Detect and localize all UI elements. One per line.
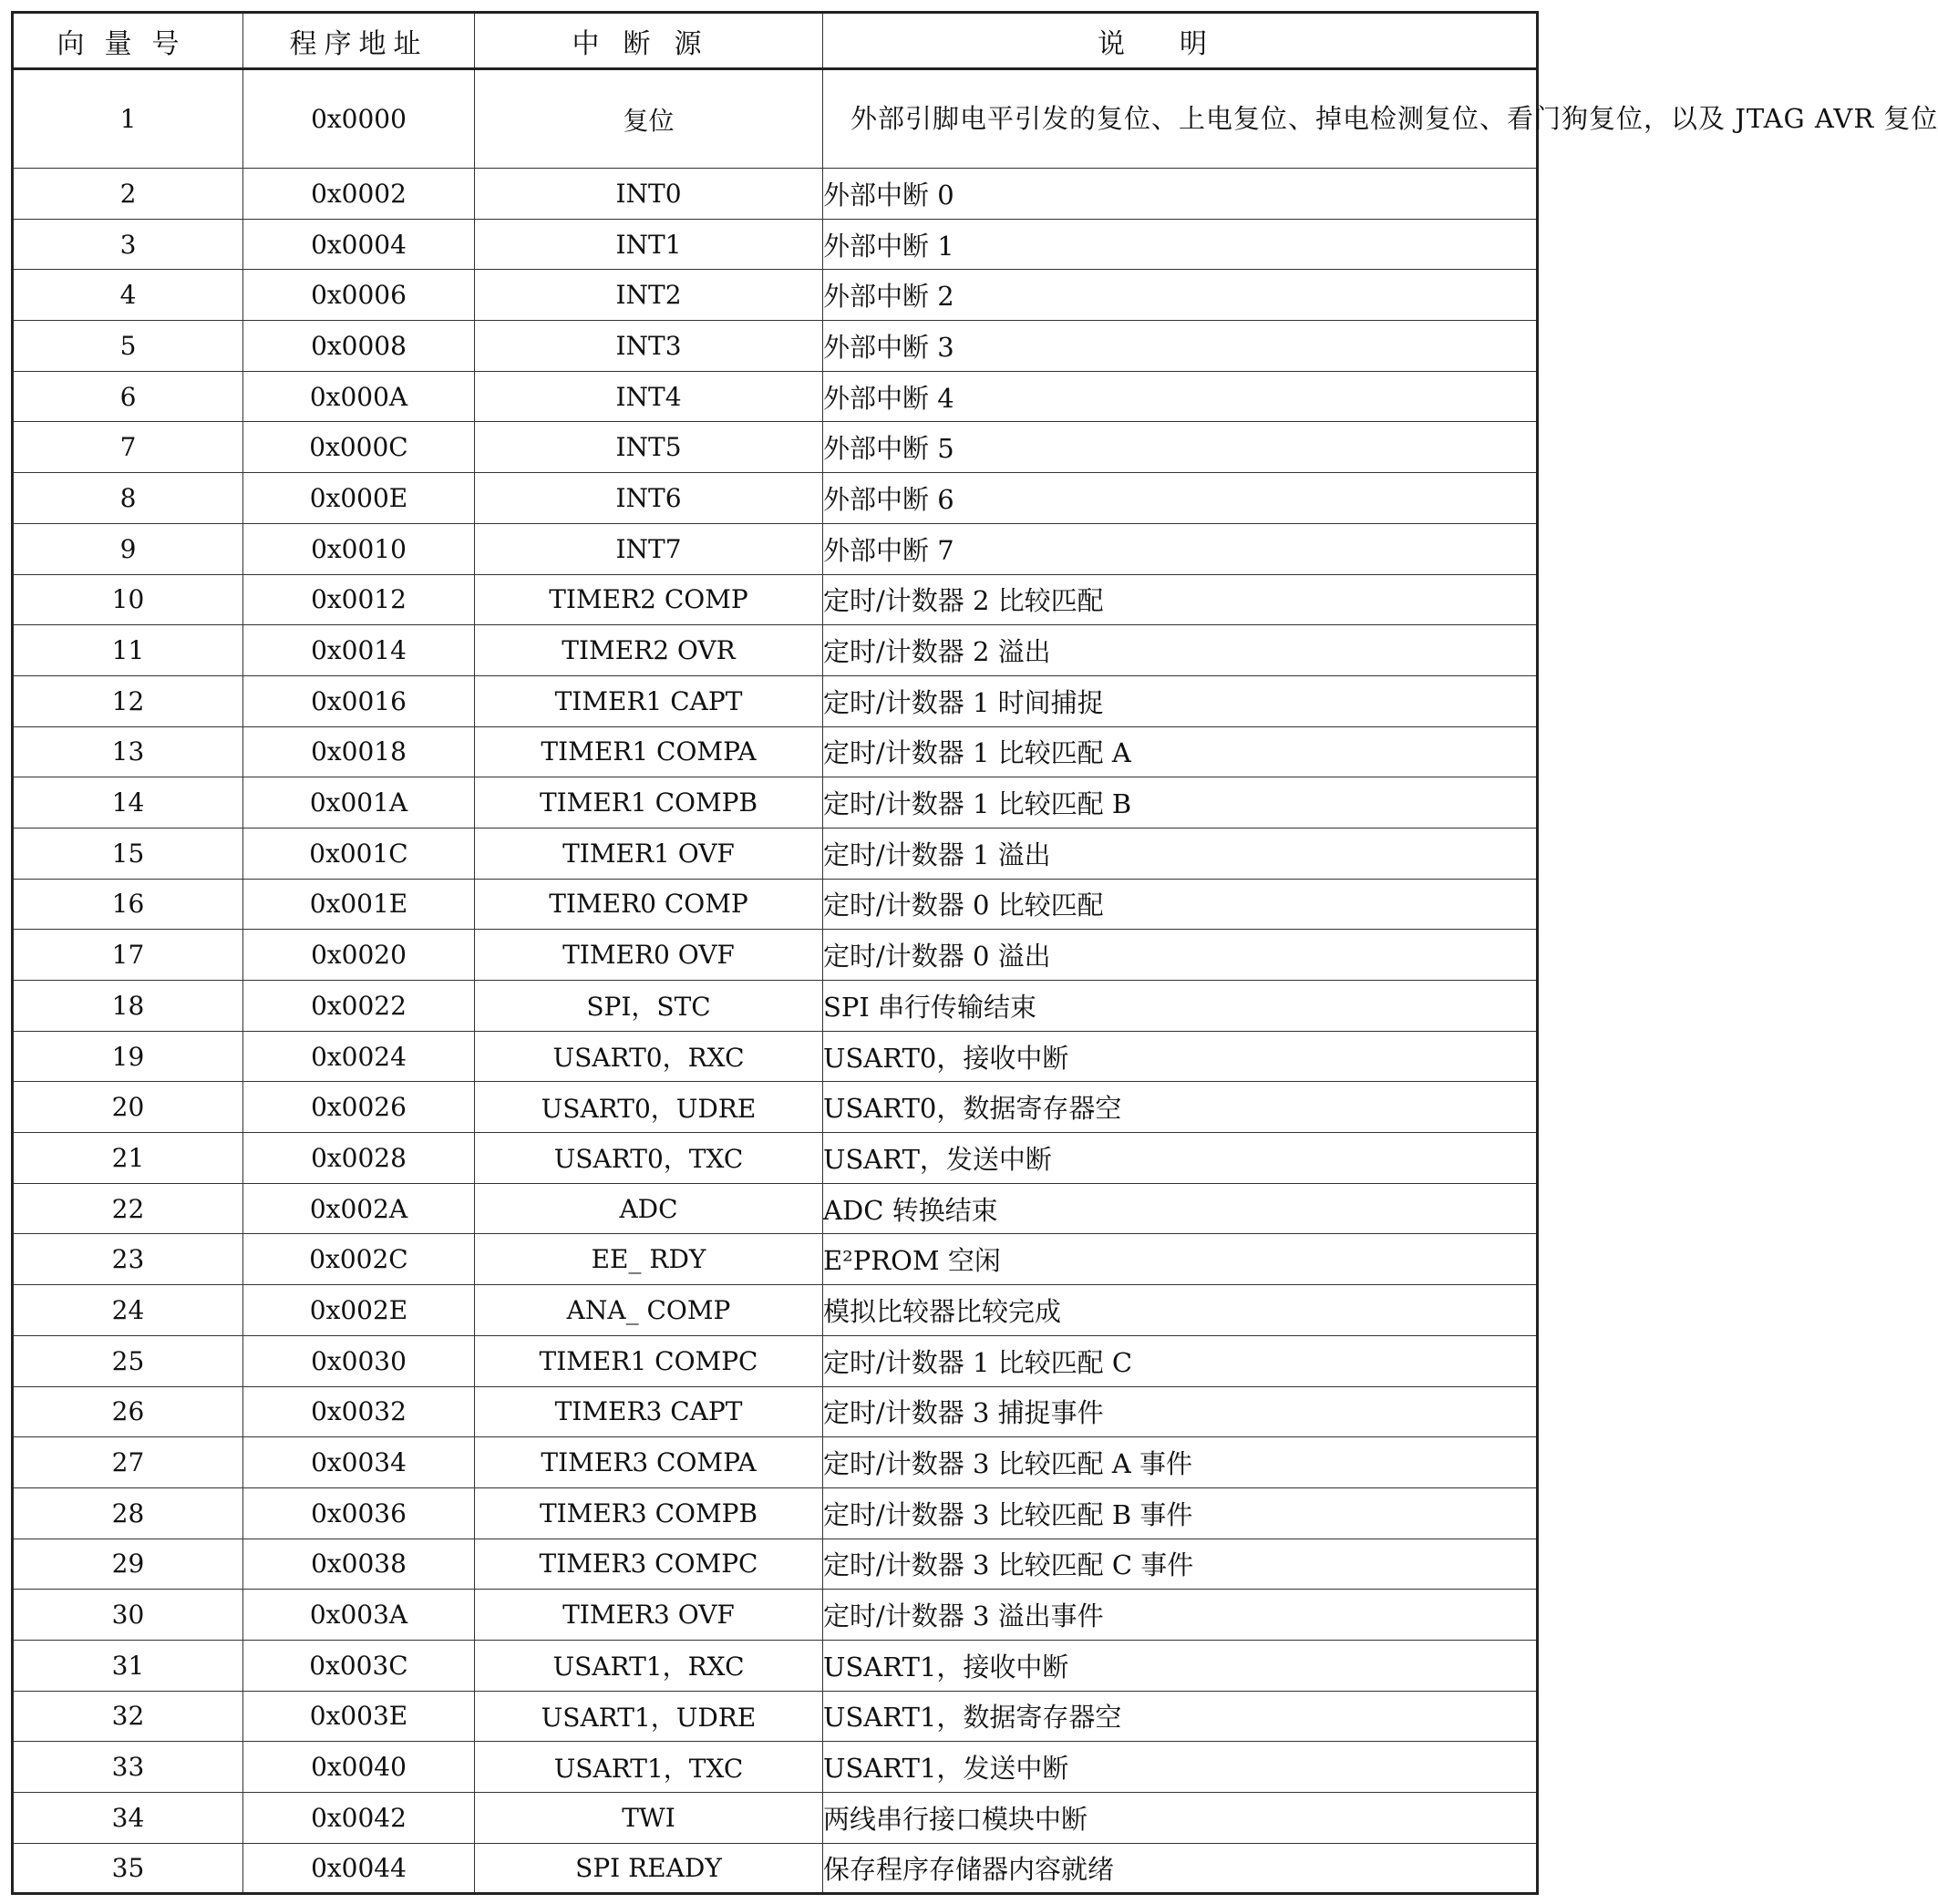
vector-number-cell: 33	[13, 1742, 243, 1793]
vector-number-cell: 29	[13, 1539, 243, 1590]
table-row	[13, 371, 1538, 422]
table-row	[13, 675, 1538, 726]
program-address-cell: 0x0018	[243, 726, 475, 777]
vector-number-cell: 28	[13, 1487, 243, 1539]
program-address-cell: 0x001C	[243, 828, 475, 879]
program-address-cell: 0x0024	[243, 1031, 475, 1082]
program-address-cell: 0x0042	[243, 1793, 475, 1844]
interrupt-source-cell: USART1，RXC	[475, 1640, 823, 1691]
vector-number-cell: 8	[13, 473, 243, 524]
vector-number-cell: 25	[13, 1335, 243, 1386]
vector-number-cell: 3	[13, 219, 243, 270]
table-row	[13, 270, 1538, 321]
table-row	[13, 1590, 1538, 1641]
table-row	[13, 1793, 1538, 1844]
description-cell: USART1，接收中断	[823, 1640, 1538, 1691]
vector-number-cell: 11	[13, 625, 243, 676]
vector-number-cell: 34	[13, 1793, 243, 1844]
interrupt-source-cell: TIMER3 COMPB	[475, 1487, 823, 1539]
interrupt-source-cell: TIMER0 OVF	[475, 930, 823, 981]
description-cell: 定时/计数器 1 溢出	[823, 828, 1538, 879]
vector-number-cell: 18	[13, 981, 243, 1032]
interrupt-source-cell: TWI	[475, 1793, 823, 1844]
interrupt-source-cell: USART1，UDRE	[475, 1691, 823, 1742]
interrupt-source-cell: USART1，TXC	[475, 1742, 823, 1793]
header-description: 说明	[823, 13, 1538, 69]
description-cell: 定时/计数器 1 时间捕捉	[823, 675, 1538, 726]
vector-number-cell: 4	[13, 270, 243, 321]
description-cell: 外部中断 2	[823, 270, 1538, 321]
program-address-cell: 0x0014	[243, 625, 475, 676]
interrupt-source-cell: SPI READY	[475, 1843, 823, 1894]
program-address-cell: 0x0032	[243, 1386, 475, 1437]
description-cell: ADC 转换结束	[823, 1183, 1538, 1234]
table-row	[13, 625, 1538, 676]
table-row	[13, 1386, 1538, 1437]
interrupt-source-cell: TIMER3 OVF	[475, 1590, 823, 1641]
vector-number-cell: 5	[13, 321, 243, 372]
interrupt-source-cell: INT5	[475, 422, 823, 473]
description-cell: USART0，接收中断	[823, 1031, 1538, 1082]
table-row	[13, 828, 1538, 879]
description-cell: 定时/计数器 0 比较匹配	[823, 879, 1538, 930]
program-address-cell: 0x0028	[243, 1133, 475, 1184]
table-row	[13, 930, 1538, 981]
table-row	[13, 1640, 1538, 1691]
vector-number-cell: 14	[13, 777, 243, 828]
interrupt-source-cell: TIMER1 OVF	[475, 828, 823, 879]
program-address-cell: 0x0022	[243, 981, 475, 1032]
table-row	[13, 1843, 1538, 1894]
vector-number-cell: 35	[13, 1843, 243, 1894]
program-address-cell: 0x002A	[243, 1183, 475, 1234]
interrupt-source-cell: TIMER2 COMP	[475, 574, 823, 625]
vector-number-cell: 26	[13, 1386, 243, 1437]
program-address-cell: 0x0002	[243, 169, 475, 220]
vector-number-cell: 21	[13, 1133, 243, 1184]
vector-number-cell: 17	[13, 930, 243, 981]
vector-number-cell: 12	[13, 675, 243, 726]
description-cell: USART1，数据寄存器空	[823, 1691, 1538, 1742]
program-address-cell: 0x000A	[243, 371, 475, 422]
table-row	[13, 777, 1538, 828]
interrupt-source-cell: INT3	[475, 321, 823, 372]
table-row	[13, 1133, 1538, 1184]
interrupt-source-cell: ANA_ COMP	[475, 1285, 823, 1336]
program-address-cell: 0x0030	[243, 1335, 475, 1386]
table-row	[13, 473, 1538, 524]
description-cell: 定时/计数器 3 捕捉事件	[823, 1386, 1538, 1437]
program-address-cell: 0x001E	[243, 879, 475, 930]
program-address-cell: 0x0008	[243, 321, 475, 372]
description-cell: E²PROM 空闲	[823, 1234, 1538, 1285]
program-address-cell: 0x0012	[243, 574, 475, 625]
vector-number-cell: 13	[13, 726, 243, 777]
table-row	[13, 981, 1538, 1032]
vector-number-cell: 31	[13, 1640, 243, 1691]
description-cell: 外部中断 7	[823, 523, 1538, 574]
table-body	[13, 69, 1938, 1894]
description-cell: 定时/计数器 3 比较匹配 C 事件	[823, 1539, 1538, 1590]
interrupt-source-cell: 复位	[475, 69, 823, 169]
interrupt-source-cell: INT4	[475, 371, 823, 422]
description-cell: 定时/计数器 2 比较匹配	[823, 574, 1538, 625]
interrupt-source-cell: SPI，STC	[475, 981, 823, 1032]
vector-number-cell: 7	[13, 422, 243, 473]
vector-number-cell: 9	[13, 523, 243, 574]
program-address-cell: 0x003E	[243, 1691, 475, 1742]
vector-number-cell: 10	[13, 574, 243, 625]
interrupt-source-cell: INT6	[475, 473, 823, 524]
program-address-cell: 0x000E	[243, 473, 475, 524]
description-cell: 定时/计数器 3 溢出事件	[823, 1590, 1538, 1641]
interrupt-source-cell: INT0	[475, 169, 823, 220]
program-address-cell: 0x0040	[243, 1742, 475, 1793]
table-row	[13, 574, 1538, 625]
vector-number-cell: 24	[13, 1285, 243, 1336]
vector-number-cell: 1	[13, 69, 243, 169]
vector-number-cell: 16	[13, 879, 243, 930]
vector-number-cell: 19	[13, 1031, 243, 1082]
interrupt-source-cell: INT2	[475, 270, 823, 321]
vector-number-cell: 2	[13, 169, 243, 220]
table-row	[13, 1487, 1538, 1539]
program-address-cell: 0x000C	[243, 422, 475, 473]
interrupt-source-cell: EE_ RDY	[475, 1234, 823, 1285]
program-address-cell: 0x0004	[243, 219, 475, 270]
vector-number-cell: 20	[13, 1082, 243, 1133]
interrupt-source-cell: INT7	[475, 523, 823, 574]
interrupt-source-cell: TIMER1 COMPB	[475, 777, 823, 828]
vector-number-cell: 30	[13, 1590, 243, 1641]
interrupt-source-cell: TIMER0 COMP	[475, 879, 823, 930]
interrupt-vector-table	[11, 11, 1938, 1895]
interrupt-source-cell: TIMER3 CAPT	[475, 1386, 823, 1437]
vector-number-cell: 27	[13, 1437, 243, 1488]
description-cell: 两线串行接口模块中断	[823, 1793, 1538, 1844]
interrupt-source-cell: USART0，TXC	[475, 1133, 823, 1184]
description-cell: 定时/计数器 0 溢出	[823, 930, 1538, 981]
table-row	[13, 321, 1538, 372]
interrupt-source-cell: TIMER2 OVR	[475, 625, 823, 676]
interrupt-source-cell: USART0，UDRE	[475, 1082, 823, 1133]
program-address-cell: 0x0020	[243, 930, 475, 981]
program-address-cell: 0x0038	[243, 1539, 475, 1590]
program-address-cell: 0x0044	[243, 1843, 475, 1894]
program-address-cell: 0x0000	[243, 69, 475, 169]
table-row	[13, 1082, 1538, 1133]
description-cell: 定时/计数器 3 比较匹配 A 事件	[823, 1437, 1538, 1488]
program-address-cell: 0x0026	[243, 1082, 475, 1133]
header-vector-number: 向量号	[13, 13, 243, 69]
description-cell: 外部中断 6	[823, 473, 1538, 524]
description-cell: 外部中断 1	[823, 219, 1538, 270]
description-cell: 外部中断 5	[823, 422, 1538, 473]
header-interrupt-source: 中断源	[475, 13, 823, 69]
program-address-cell: 0x0006	[243, 270, 475, 321]
description-cell: 外部中断 4	[823, 371, 1538, 422]
program-address-cell: 0x002E	[243, 1285, 475, 1336]
table-row	[13, 1335, 1538, 1386]
program-address-cell: 0x001A	[243, 777, 475, 828]
vector-number-cell: 32	[13, 1691, 243, 1742]
vector-number-cell: 6	[13, 371, 243, 422]
table-row	[13, 523, 1538, 574]
description-cell: 定时/计数器 1 比较匹配 B	[823, 777, 1538, 828]
description-cell: 保存程序存储器内容就绪	[823, 1843, 1538, 1894]
description-cell: 定时/计数器 3 比较匹配 B 事件	[823, 1487, 1538, 1539]
description-cell: USART0，数据寄存器空	[823, 1082, 1538, 1133]
description-cell: 定时/计数器 2 溢出	[823, 625, 1538, 676]
table-row	[13, 726, 1538, 777]
description-cell: 外部中断 3	[823, 321, 1538, 372]
table-row	[13, 1742, 1538, 1793]
table-row	[13, 69, 1538, 169]
vector-number-cell: 15	[13, 828, 243, 879]
description-cell: 定时/计数器 1 比较匹配 C	[823, 1335, 1538, 1386]
interrupt-source-cell: TIMER1 COMPC	[475, 1335, 823, 1386]
interrupt-source-cell: TIMER1 CAPT	[475, 675, 823, 726]
description-cell: SPI 串行传输结束	[823, 981, 1538, 1032]
description-cell: 外部中断 0	[823, 169, 1538, 220]
program-address-cell: 0x003C	[243, 1640, 475, 1691]
table-row	[13, 1539, 1538, 1590]
interrupt-source-cell: INT1	[475, 219, 823, 270]
table-row	[13, 1691, 1538, 1742]
interrupt-source-cell: TIMER3 COMPA	[475, 1437, 823, 1488]
interrupt-source-cell: USART0，RXC	[475, 1031, 823, 1082]
program-address-cell: 0x0036	[243, 1487, 475, 1539]
table-row	[13, 1183, 1538, 1234]
table-row	[13, 219, 1538, 270]
table-header-row	[13, 13, 1538, 69]
table-row	[13, 879, 1538, 930]
header-program-address: 程序地址	[243, 13, 475, 69]
description-cell: 模拟比较器比较完成	[823, 1285, 1538, 1336]
interrupt-source-cell: TIMER3 COMPC	[475, 1539, 823, 1590]
vector-number-cell: 22	[13, 1183, 243, 1234]
table-row	[13, 1437, 1538, 1488]
program-address-cell: 0x0016	[243, 675, 475, 726]
table-row	[13, 422, 1538, 473]
vector-number-cell: 23	[13, 1234, 243, 1285]
table-row	[13, 1031, 1538, 1082]
program-address-cell: 0x0034	[243, 1437, 475, 1488]
description-cell: 定时/计数器 1 比较匹配 A	[823, 726, 1538, 777]
program-address-cell: 0x003A	[243, 1590, 475, 1641]
table-row	[13, 1234, 1538, 1285]
interrupt-source-cell: ADC	[475, 1183, 823, 1234]
description-cell: 外部引脚电平引发的复位、上电复位、掉电检测复位、看门狗复位，以及 JTAG AVR 复位	[823, 69, 1538, 169]
description-cell: USART，发送中断	[823, 1133, 1538, 1184]
table-row	[13, 169, 1538, 220]
interrupt-source-cell: TIMER1 COMPA	[475, 726, 823, 777]
program-address-cell: 0x0010	[243, 523, 475, 574]
table-row	[13, 1285, 1538, 1336]
description-cell: USART1，发送中断	[823, 1742, 1538, 1793]
program-address-cell: 0x002C	[243, 1234, 475, 1285]
